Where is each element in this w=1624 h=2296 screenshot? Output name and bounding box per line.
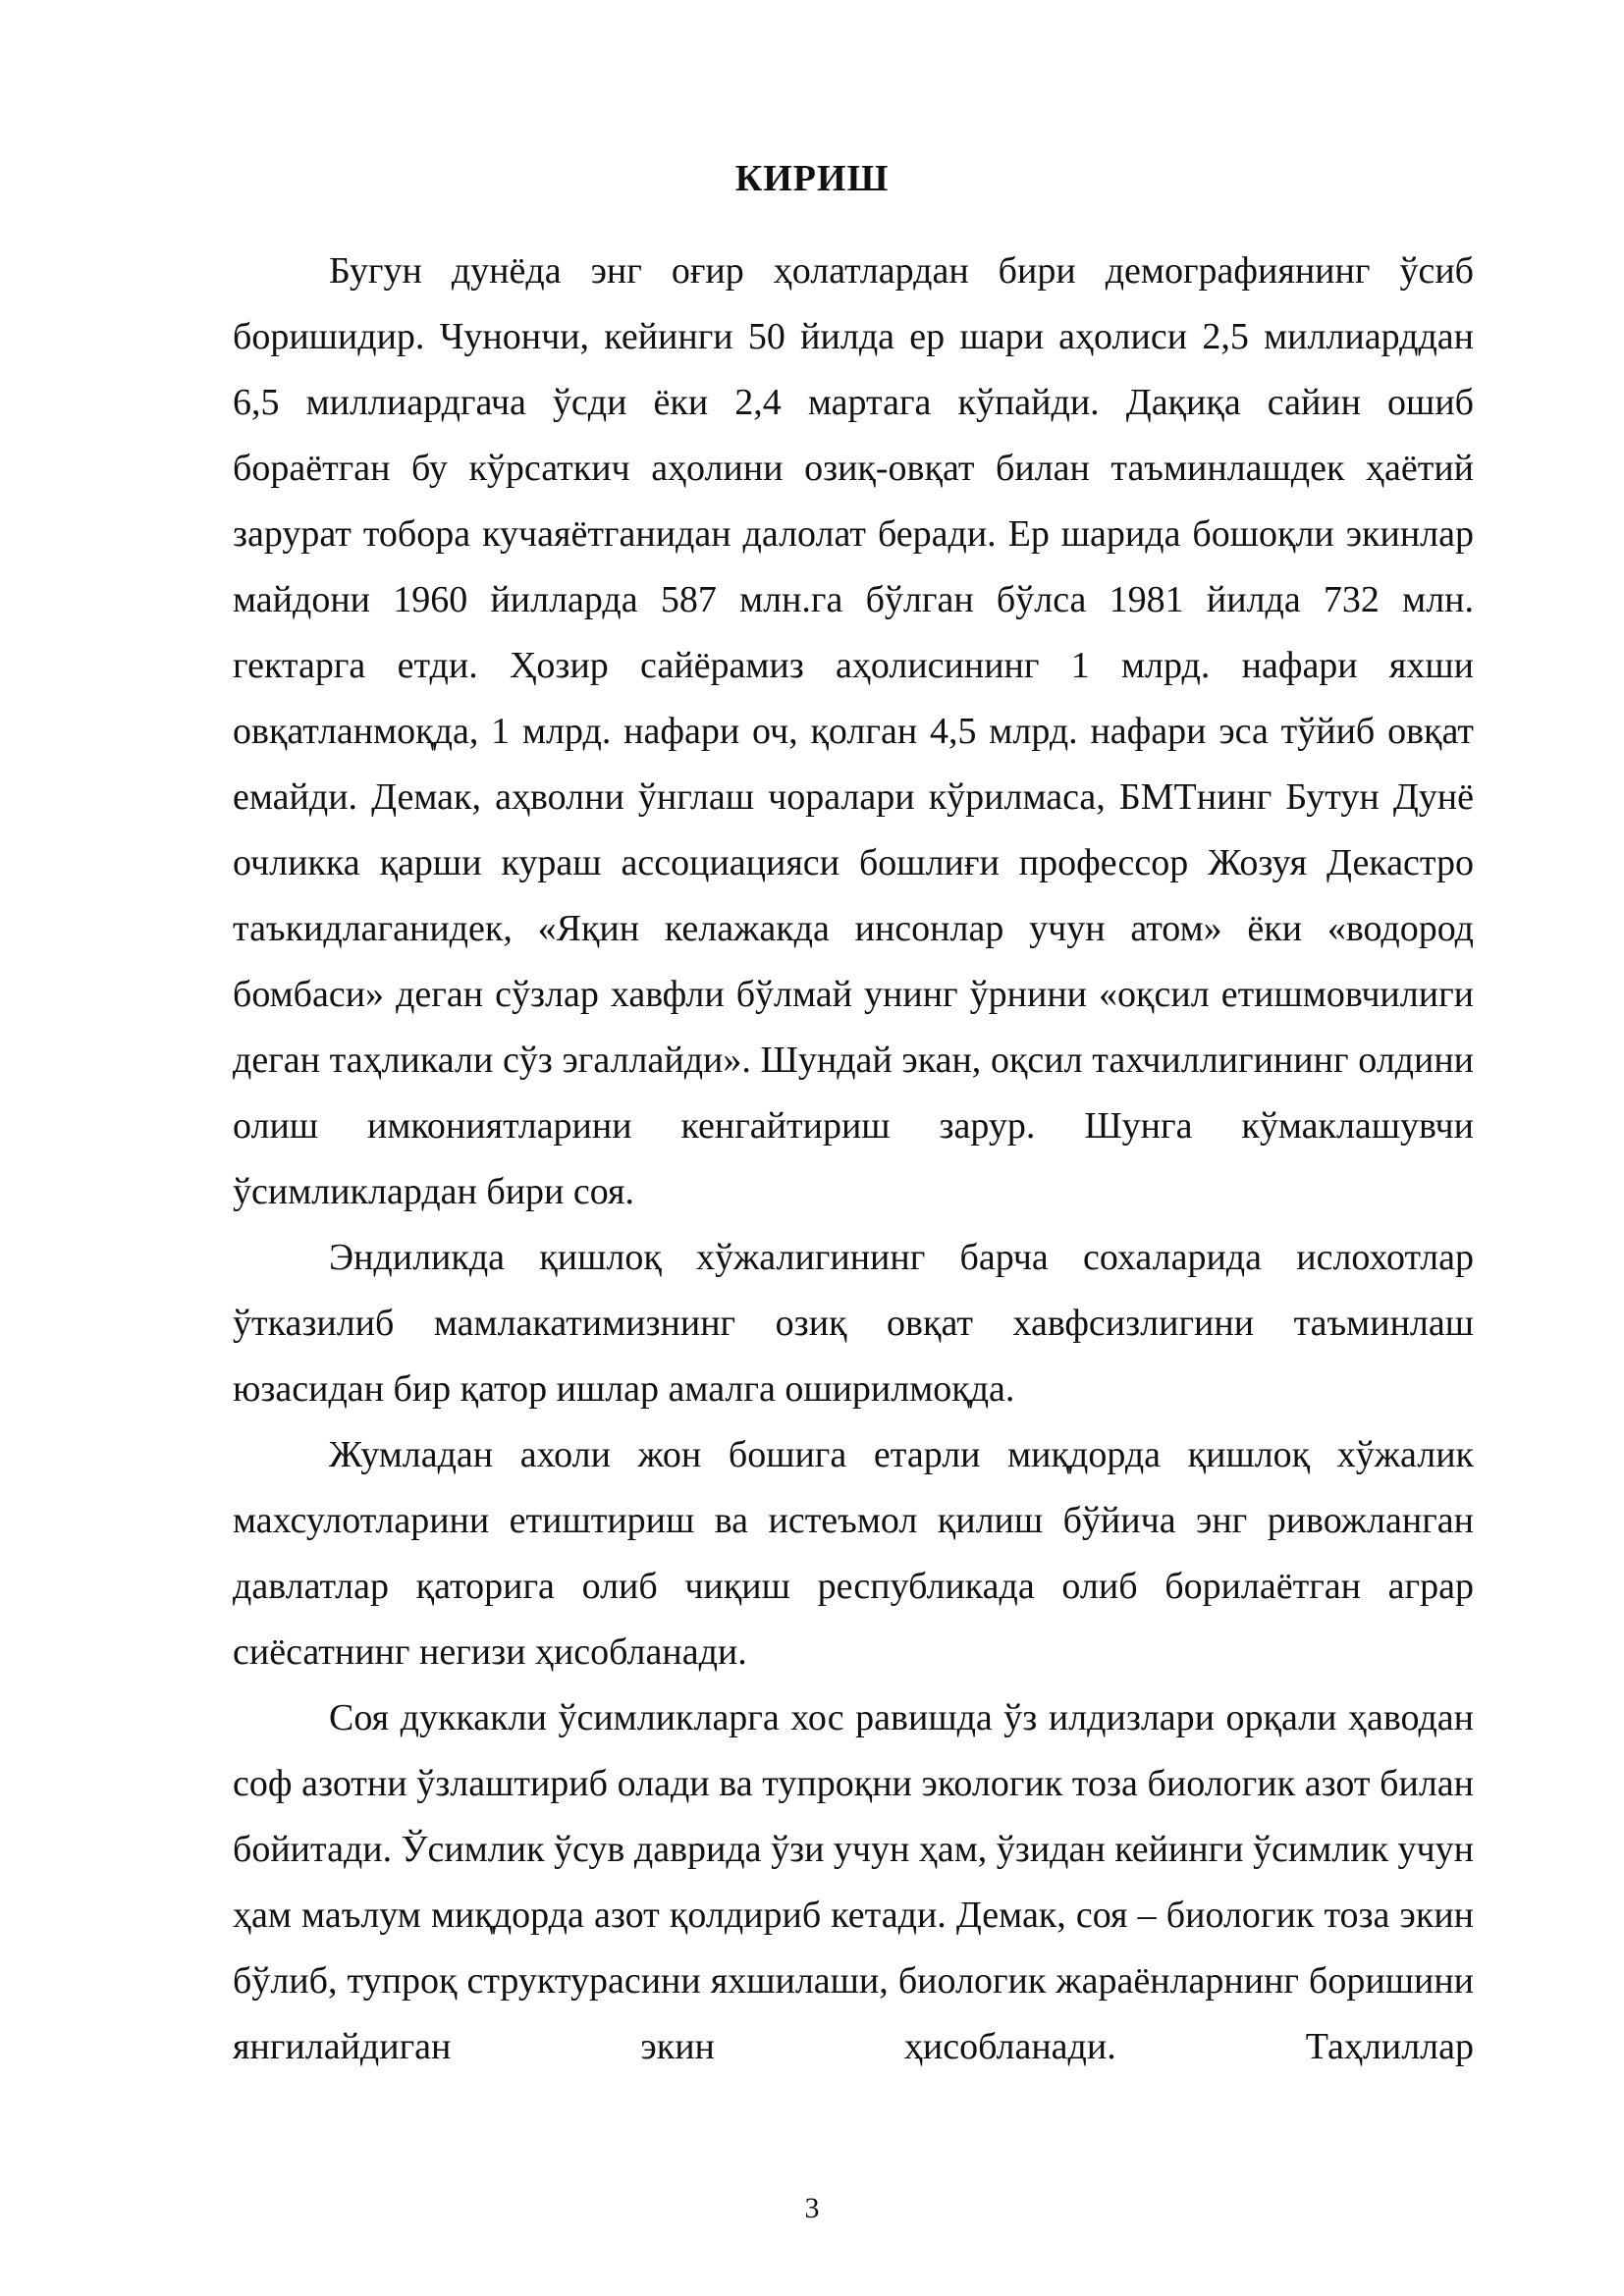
paragraph-4: Соя дуккакли ўсимликларга хос равишда ўз илдизлари орқали ҳаводан соф азотни ўзлаштириб олади ва тупроқни экологик тоза биологик азот билан бойитади. Ўсимлик ўсув даврида ўзи учун ҳам, ўзидан кейинги ўсимлик учун ҳам маълум миқдорда азот қолдириб кетади. Демак, соя – биологик тоза экин бўлиб, тупроқ структурасини яхшилаши, биологик жараёнларнинг боришини янгилайдиган экин ҳисобланади. Таҳлиллар <box>233 1697 1474 2067</box>
page-number: 3 <box>804 2192 820 2224</box>
paragraph-2: Эндиликда қишлоқ хўжалигининг барча сохаларида ислохотлар ўтказилиб мамлакатимизнинг озиқ овқат хавфсизлигини таъминлаш юзасидан бир қатор ишлар амалга оширилмоқда. <box>233 1237 1474 1410</box>
section-heading: КИРИШ <box>734 158 890 199</box>
paragraph-3: Жумладан ахоли жон бошига етарли миқдорда қишлоқ хўжалик махсулотларини етиштириш ва истеъмол қилиш бўйича энг ривожланган давлатлар қаторига олиб чиқиш республикада олиб борилаётган аграр сиёсатнинг негизи ҳисобланади. <box>233 1434 1474 1673</box>
body-text <box>233 239 1474 2080</box>
paragraph-1: Бугун дунёда энг оғир ҳолатлардан бири демографиянинг ўсиб боришидир. Чунончи, кейинги 50 йилда ер шари аҳолиси 2,5 миллиарддан 6,5 миллиардгача ўсди ёки 2,4 мартага кўпайди. Дақиқа сайин ошиб бораётган бу кўрсаткич аҳолини озиқ-овқат билан таъминлашдек ҳаётий зарурат тобора кучаяётганидан далолат беради. Ер шарида бошоқли экинлар майдони 1960 йилларда 587 млн.га бўлган бўлса 1981 йилда 732 млн. гектарга етди. Ҳозир сайёрамиз аҳолисининг 1 млрд. нафари яхши овқатланмоқда, 1 млрд. нафари оч, қолган 4,5 млрд. нафари эса тўйиб овқат емайди. Демак, аҳволни ўнглаш чоралари кўрилмаса, БМТнинг Бутун Дунё очликка қарши кураш ассоциацияси бошлиғи профессор Жозуя Декастро таъкидлаганидек, «Яқин келажакда инсонлар учун атом» ёки «водород бомбаси» деган сўзлар хавфли бўлмай унинг ўрнини «оқсил етишмовчилиги деган таҳликали сўз эгаллайди». Шундай экан, оқсил тахчиллигининг олдини олиш имкониятларини кенгайтириш зарур. Шунга кўмаклашувчи ўсимликлардан бири соя. <box>233 250 1474 1212</box>
